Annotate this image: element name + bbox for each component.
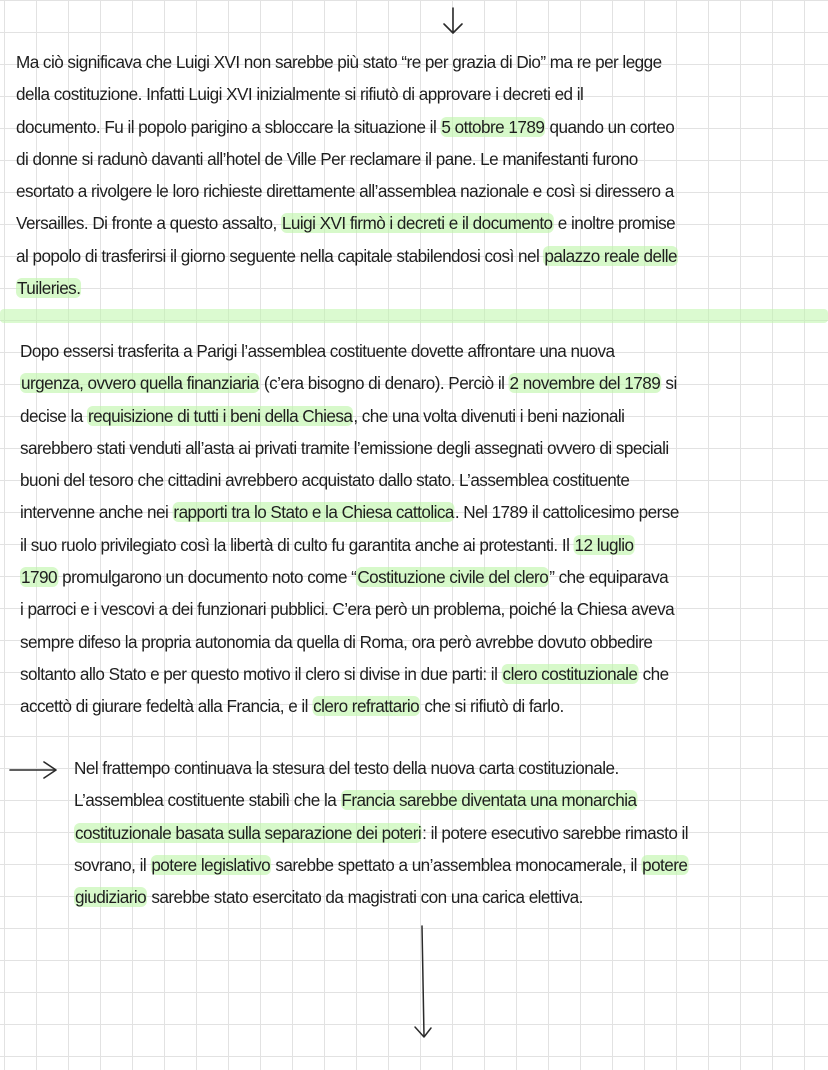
text-segment: sarebbero stati venduti all’asta ai privati tramite l’emissione degli assegnati ovvero di speciali — [20, 437, 669, 458]
highlighted-text: 5 ottobre 1789 — [441, 116, 545, 137]
highlighted-text: Tuileries. — [16, 278, 81, 299]
text-line — [74, 817, 803, 849]
text-segment: di donne si radunò davanti all’hotel de Ville Per reclamare il pane. Le manifestanti furono — [16, 148, 638, 169]
highlighted-text: requisizione di tutti i beni della Chiesa — [87, 405, 353, 426]
text-segment: sarebbe stato esercitato da magistrati con una carica elettiva. — [147, 887, 583, 908]
text-segment: Dopo essersi trasferita a Parigi l’assemblea costituente dovette affrontare una nuova — [20, 341, 615, 361]
text-segment: al popolo di trasferirsi il giorno seguente nella capitale stabilendosi così nel — [16, 245, 544, 266]
text-line — [20, 496, 808, 528]
text-segment: Ma ciò significava che Luigi XVI non sarebbe più stato “re per grazia di Dio” ma re per legge — [16, 52, 662, 72]
highlighted-text: potere legislativo — [151, 854, 271, 875]
text-line — [20, 561, 808, 593]
text-segment: L’assemblea costituente stabilì che la — [74, 790, 341, 811]
text-segment: che si rifiutò di farlo. — [420, 696, 564, 717]
text-line — [20, 626, 808, 658]
highlighted-text: Luigi XVI firmò i decreti e il documento — [281, 213, 553, 234]
text-segment: e inoltre promise — [553, 213, 676, 234]
text-line — [20, 464, 808, 496]
paragraph-3 — [74, 752, 803, 913]
text-segment: documento. Fu il popolo parigino a sbloccare la situazione il — [16, 116, 441, 137]
highlighted-text: giudiziario — [74, 887, 147, 908]
text-segment: esortato a rivolgere le loro richieste direttamente all’assemblea nazionale e così si diressero a — [16, 181, 674, 202]
text-line — [20, 690, 808, 722]
highlighted-text: potere — [642, 854, 688, 875]
text-segment: il suo ruolo privilegiato così la libertà di culto fu garantita anche ai protestanti. Il — [20, 534, 574, 555]
text-segment: soltanto allo Stato e per questo motivo il clero si divise in due parti: il — [20, 663, 502, 684]
text-segment: buoni del tesoro che cittadini avrebbero acquistato dallo stato. L’assemblea costituente — [20, 470, 630, 491]
text-segment: decise la — [20, 405, 87, 426]
long-arrow-down-icon — [408, 924, 438, 1044]
text-segment: accettò di giurare fedeltà alla Francia, e il — [20, 696, 313, 717]
highlighted-text: palazzo reale delle — [544, 245, 677, 266]
text-line — [20, 432, 808, 464]
text-line — [20, 529, 808, 561]
text-segment: : il potere esecutivo sarebbe rimasto il — [422, 822, 689, 843]
highlighted-text: clero costituzionale — [502, 663, 638, 684]
text-line — [20, 593, 808, 625]
text-segment: sarebbe spettato a un’assemblea monocamerale, il — [271, 854, 642, 875]
text-segment: promulgarono un documento noto come “ — [57, 567, 357, 588]
text-line — [16, 46, 804, 78]
text-segment: Nel frattempo continuava la stesura del testo della nuova carta costituzionale. — [74, 758, 619, 778]
text-segment: sovrano, il — [74, 854, 151, 875]
text-segment: quando un corteo — [545, 116, 675, 137]
highlighted-text: clero refrattario — [313, 696, 420, 717]
text-line — [74, 881, 803, 913]
highlighted-text: Francia sarebbe diventata una monarchia — [341, 790, 637, 811]
text-line — [74, 752, 803, 784]
text-line — [16, 240, 804, 272]
text-line — [16, 143, 804, 175]
text-segment: (c’era bisogno di denaro). Perciò il — [259, 373, 509, 394]
text-line — [20, 400, 808, 432]
arrow-down-icon — [440, 6, 466, 36]
text-segment: sempre difeso la propria autonomia da quella di Roma, ora però avrebbe dovuto obbedire — [20, 631, 653, 652]
text-line — [20, 335, 808, 367]
highlighted-text: Costituzione civile del clero — [357, 567, 549, 588]
text-segment: si — [661, 373, 677, 394]
text-segment: che — [638, 663, 669, 684]
text-segment: , che una volta divenuti i beni nazionali — [353, 405, 625, 426]
text-line — [16, 78, 804, 110]
text-segment: . Nel 1789 il cattolicesimo perse — [454, 502, 679, 523]
highlighted-text: 12 luglio — [574, 534, 634, 555]
text-segment: Versailles. Di fronte a questo assalto, — [16, 213, 281, 234]
highlighted-text: costituzionale basata sulla separazione dei poteri — [74, 822, 422, 843]
text-line — [20, 658, 808, 690]
text-segment: ” che equiparava — [549, 567, 669, 588]
paragraph-1 — [16, 46, 804, 304]
highlight-divider — [0, 309, 828, 323]
arrow-right-icon — [8, 758, 60, 782]
text-segment: i parroci e i vescovi a dei funzionari pubblici. C’era però un problema, poiché la Chiesa aveva — [20, 599, 675, 620]
text-line — [16, 272, 804, 304]
text-segment: della costituzione. Infatti Luigi XVI inizialmente si rifiutò di approvare i decreti ed il — [16, 84, 584, 105]
highlighted-text: urgenza, ovvero quella finanziaria — [20, 373, 259, 394]
highlighted-text: 1790 — [20, 567, 57, 588]
text-line — [20, 367, 808, 399]
highlighted-text: rapporti tra lo Stato e la Chiesa cattolica — [173, 502, 454, 523]
paragraph-2 — [20, 335, 808, 723]
text-line — [74, 784, 803, 816]
text-line — [16, 207, 804, 239]
highlighted-text: 2 novembre del 1789 — [509, 373, 661, 394]
text-segment: intervenne anche nei — [20, 502, 173, 523]
text-line — [74, 849, 803, 881]
text-line — [16, 175, 804, 207]
text-line — [16, 111, 804, 143]
